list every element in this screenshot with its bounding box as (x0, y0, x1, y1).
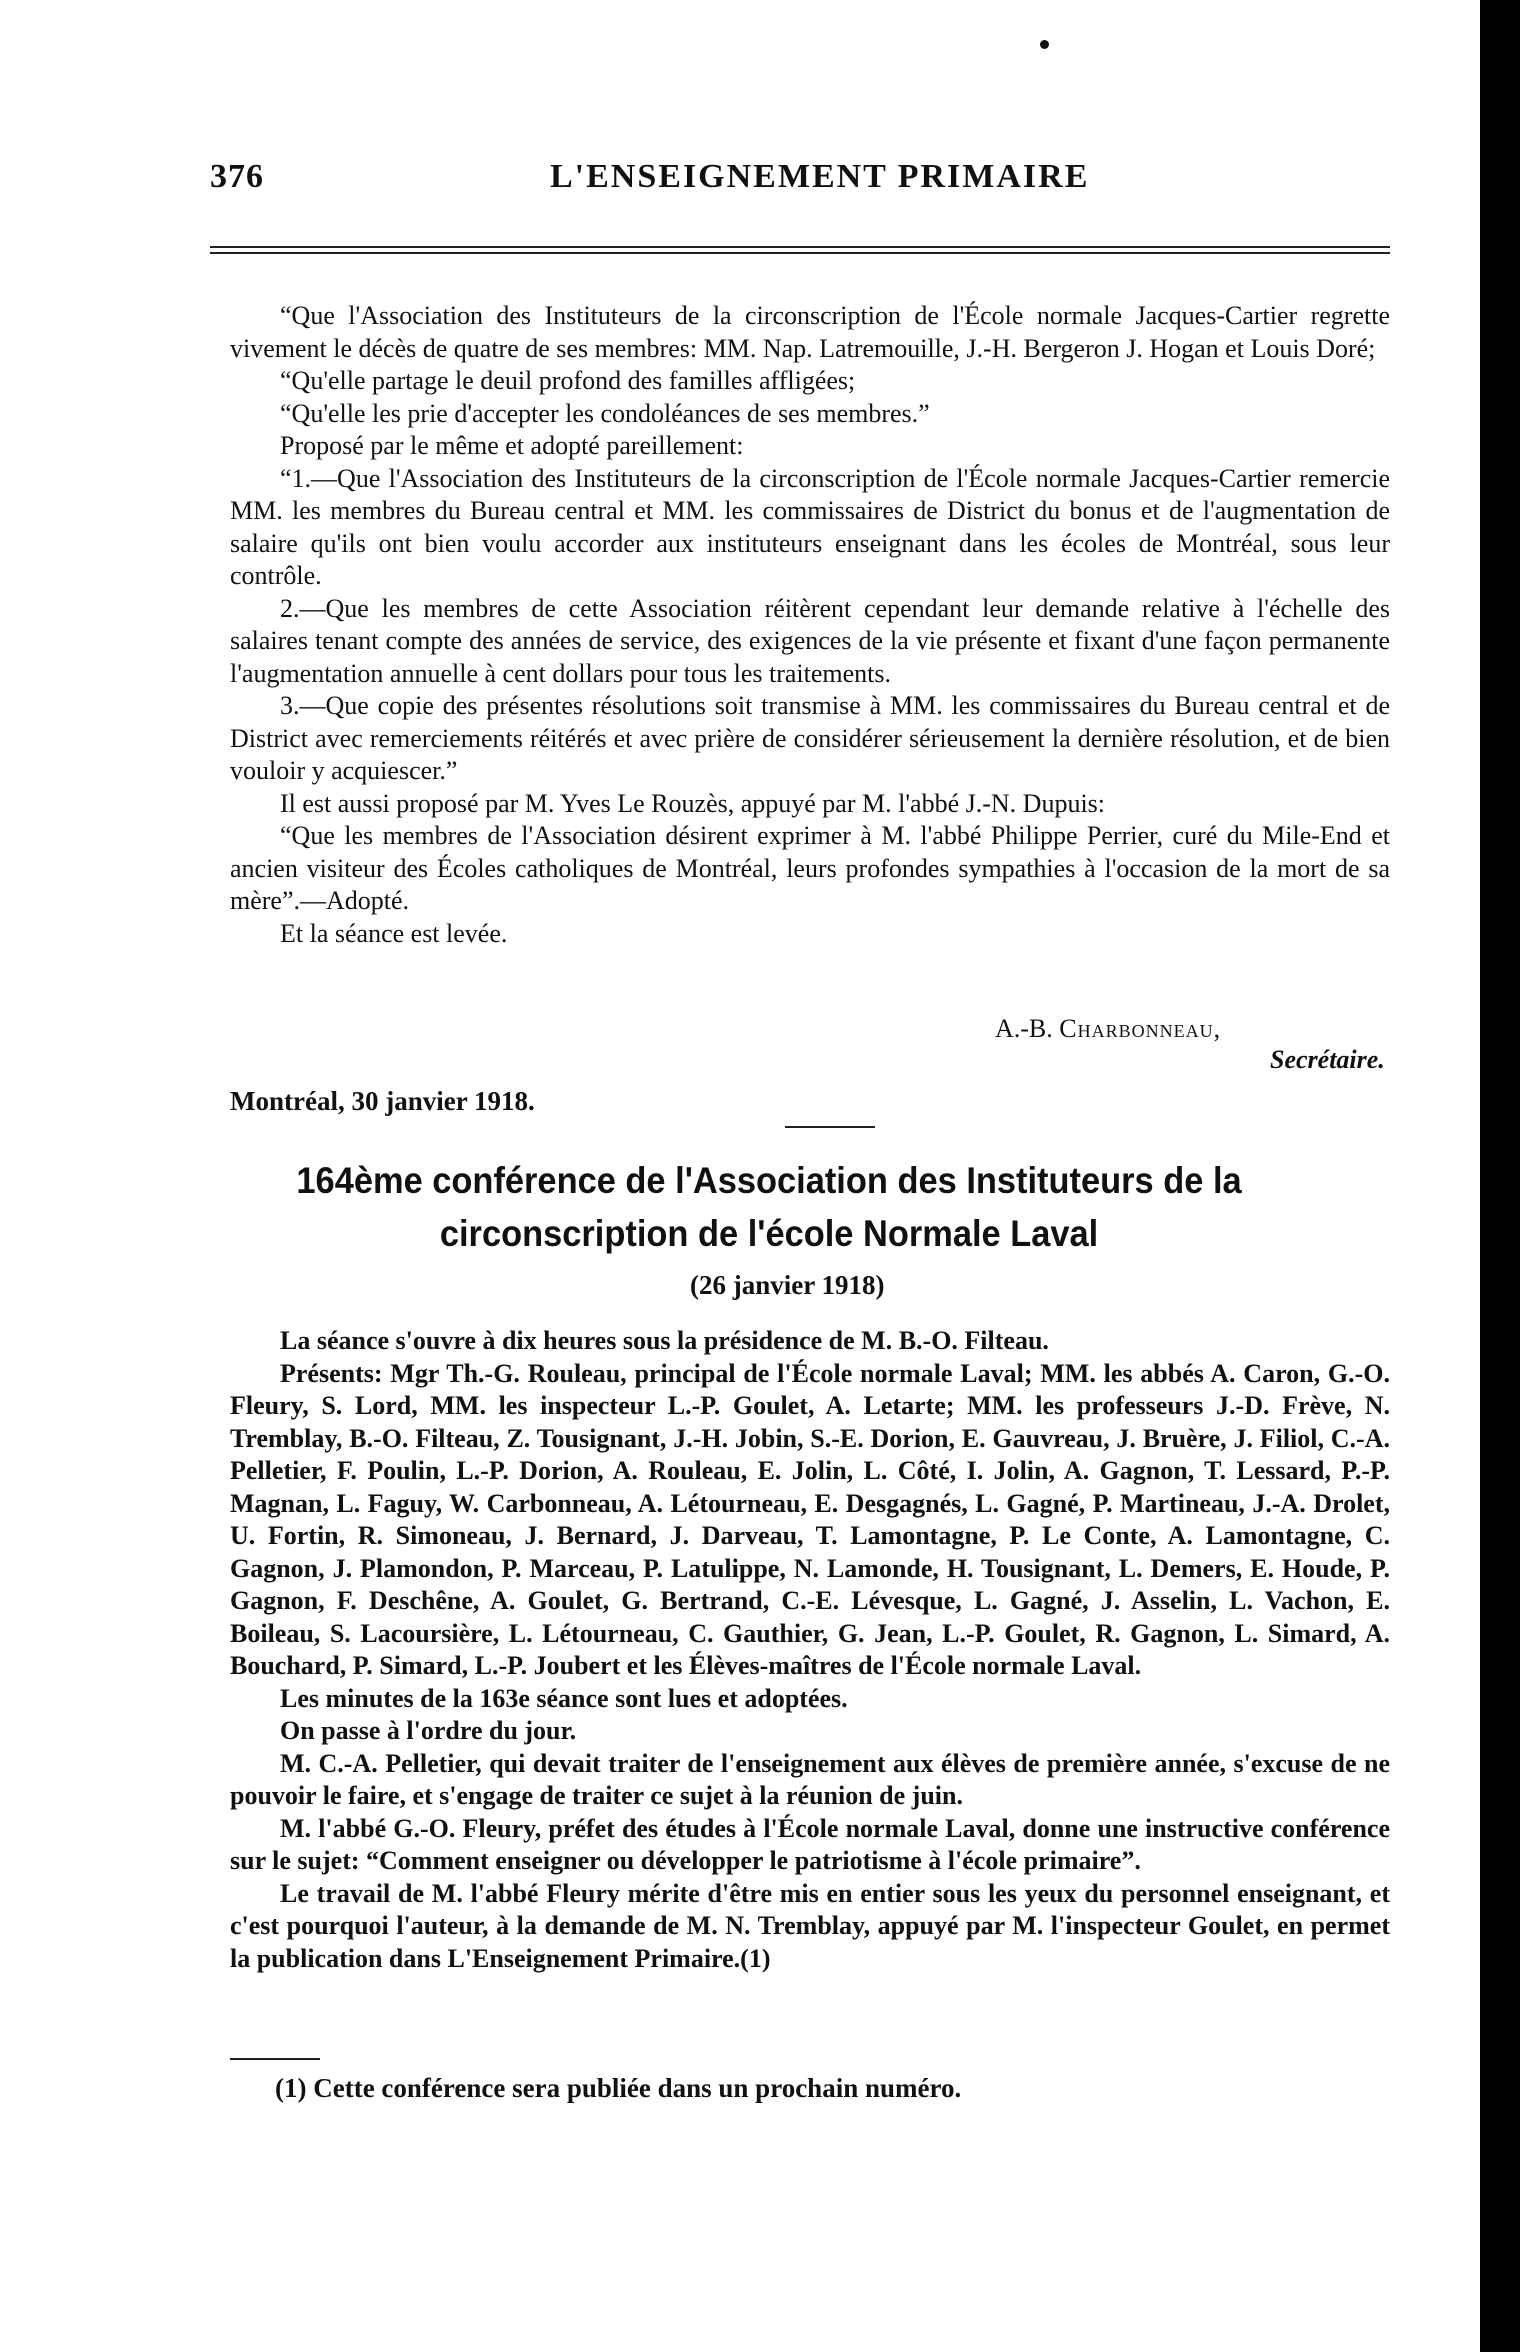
signature-initials: A.-B. (995, 1014, 1053, 1043)
section-separator (785, 1126, 875, 1128)
page-header (210, 158, 1110, 198)
paragraph: Proposé par le même et adopté pareillement: (280, 431, 744, 460)
paragraph: “Que l'Association des Instituteurs de la circonscription de l'École normale Jacques-Cartier regrette vivement le décès de quatre de ses membres: MM. Nap. Latremouille, J.-H. Bergeron J. Hogan et Louis Doré; (230, 301, 1390, 363)
scan-border (1480, 0, 1520, 2352)
paragraph: “Qu'elle les prie d'accepter les condoléances de ses membres.” (280, 398, 930, 428)
conference-text (230, 1325, 1390, 1975)
section-date: (26 janvier 1918) (690, 1270, 885, 1300)
paragraph: Et la séance est levée. (280, 918, 508, 948)
minutes-text (230, 300, 1390, 950)
paragraph: Il est aussi proposé par M. Yves Le Rouzès, appuyé par M. l'abbé J.-N. Dupuis: (280, 788, 1106, 818)
signature (995, 1012, 1221, 1045)
header-rule-top (210, 246, 1390, 248)
paragraph: “1.—Que l'Association des Instituteurs de la circonscription de l'École normale Jacques-Cartier remercie MM. les membres du Bureau central et MM. les commissaires de District du bonus et de l'augmentation de salaire qu'ils ont bien voulu accorder aux instituteurs enseignant dans les écoles de Montréal, sous leur contrôle. (230, 463, 1390, 590)
paragraph: La séance s'ouvre à dix heures sous la présidence de M. B.-O. Filteau. (280, 1326, 1049, 1355)
signature-name: Charbonneau, (1059, 1014, 1222, 1043)
header-rule-bottom (210, 252, 1390, 254)
paragraph: Les minutes de la 163e séance sont lues et adoptées. (280, 1683, 848, 1713)
paragraph: M. C.-A. Pelletier, qui devait traiter de l'enseignement aux élèves de première année, s'excuse de ne pouvoir le faire, et s'engage de traiter ce sujet à la réunion de juin. (230, 1748, 1390, 1810)
paragraph: “Que les membres de l'Association désirent exprimer à M. l'abbé Philippe Perrier, curé du Mile-End et ancien visiteur des Écoles catholiques de Montréal, leurs profondes sympathies à l'occasion de la mort de sa mère”.—Adopté. (230, 821, 1390, 915)
paragraph: 3.—Que copie des présentes résolutions soit transmise à MM. les commissaires du Bureau central et de District avec remerciements réitérés et avec prière de considérer sérieusement la dernière résolution, et de bien vouloir y acquiescer.” (230, 691, 1390, 785)
paragraph: Présents: Mgr Th.-G. Rouleau, principal de l'École normale Laval; MM. les abbés A. Caron, G.-O. Fleury, S. Lord, MM. les inspecteur L.-P. Goulet, A. Letarte; MM. les professeurs J.-D. Frève, N. Tremblay, B.-O. Filteau, Z. Tousignant, J.-H. Jobin, S.-E. Dorion, E. Gauvreau, J. Bruère, J. Filiol, C.-A. Pelletier, F. Poulin, L.-P. Dorion, A. Rouleau, E. Jolin, L. Côté, I. Jolin, A. Gagnon, T. Lessard, P.-P. Magnan, L. Faguy, W. Carbonneau, A. Létourneau, E. Desgagnés, L. Gagné, P. Martineau, J.-A. Drolet, U. Fortin, R. Simoneau, J. Bernard, J. Darveau, T. Lamontagne, P. Le Conte, A. Lamontagne, C. Gagnon, J. Plamondon, P. Marceau, P. Latulippe, N. Lamonde, H. Tousignant, L. Demers, E. Houde, P. Gagnon, F. Deschêne, A. Goulet, G. Bertrand, C.-E. Lévesque, L. Gagné, J. Asselin, L. Vachon, E. Boileau, S. Lacoursière, L. Létourneau, C. Gauthier, G. Jean, L.-P. Goulet, R. Gagnon, L. Simard, A. Bouchard, P. Simard, L.-P. Joubert et les Élèves-maîtres de l'École normale Laval. (230, 1358, 1390, 1680)
footnote-rule (230, 2058, 320, 2060)
signature-title: Secrétaire. (1270, 1045, 1385, 1074)
paragraph: Le travail de M. l'abbé Fleury mérite d'être mis en entier sous les yeux du personnel enseignant, et c'est pourquoi l'auteur, à la demande de M. N. Tremblay, appuyé par M. l'inspecteur Goulet, en permet la publication dans L'Enseignement Primaire.(1) (230, 1878, 1390, 1973)
running-title: L'ENSEIGNEMENT PRIMAIRE (550, 158, 1090, 195)
paragraph: M. l'abbé G.-O. Fleury, préfet des études à l'École normale Laval, donne une instructive conférence sur le sujet: “Comment enseigner ou développer le patriotisme à l'école primaire”. (230, 1813, 1390, 1875)
paragraph: 2.—Que les membres de cette Association réitèrent cependant leur demande relative à l'échelle des salaires tenant compte des années de service, des exigences de la vie présente et fixant d'une façon permanente l'augmentation annuelle à cent dollars pour tous les traitements. (230, 593, 1390, 688)
dateline: Montréal, 30 janvier 1918. (230, 1086, 535, 1116)
footnote: (1) Cette conférence sera publiée dans un prochain numéro. (275, 2073, 962, 2103)
paragraph: On passe à l'ordre du jour. (280, 1716, 577, 1745)
section-heading: 164ème conférence de l'Association des Instituteurs de la circonscription de l'école Normale Laval (296, 1160, 1242, 1254)
ink-speck (1040, 40, 1049, 49)
paragraph: “Qu'elle partage le deuil profond des familles affligées; (280, 366, 856, 395)
page-number: 376 (210, 158, 264, 195)
